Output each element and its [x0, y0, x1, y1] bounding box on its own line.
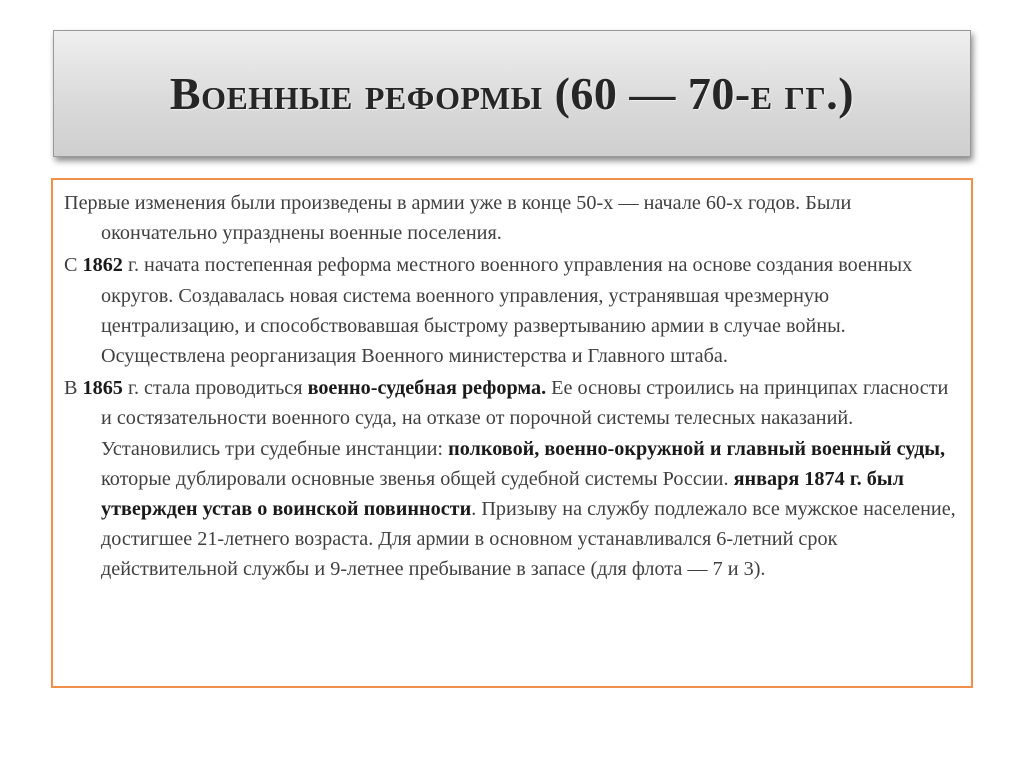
paragraph-3-prefix: В — [64, 377, 83, 400]
paragraph-3 — [64, 373, 963, 584]
year-1865: 1865 — [82, 377, 123, 400]
paragraph-3-text-b: Ее основы строились на принципах гласности и состязательности военного суда, на отказе от порочной системы телесных наказаний. Установились три судебные инстанции: — [101, 377, 949, 460]
content-box — [51, 178, 973, 688]
paragraph-2 — [64, 250, 963, 371]
paragraph-3-text-a: г. стала проводиться — [122, 377, 308, 400]
paragraph-3-text-d: . Призыву на службу подлежало все мужское население, достигшее 21-летнего возраста. Для армии в основном устанавливался 6-летний срок действительной службы и 9-летнее пребывание в запасе (для флота — 7 и 3). — [101, 498, 956, 581]
paragraph-3-text-c: которые дублировали основные звенья общей судебной системы России. — [101, 467, 734, 490]
year-1862: 1862 — [82, 254, 123, 277]
paragraph-2-text: г. начата постепенная реформа местного военного управления на основе создания военных округов. Создавалась новая система военного управления, устранявшая чрезмерную централизацию, и способствовавшая быстрому развертыванию армии в случае войны. Осуществлена реорганизация Военного министерства и Главного штаба. — [101, 254, 913, 368]
reform-name: военно-судебная реформа. — [307, 377, 547, 400]
paragraph-1-text: Первые изменения были произведены в армии уже в конце 50-х — начале 60-х годов. Были окончательно упразднены военные поселения. — [64, 192, 852, 245]
title-banner — [53, 30, 971, 157]
paragraph-2-prefix: С — [64, 254, 83, 277]
paragraph-1 — [64, 188, 963, 248]
statute-1874: января 1874 г. был утвержден устав о воинской повинности — [101, 467, 904, 521]
slide-title: Военные реформы (60 — 70-е гг.) — [169, 68, 855, 119]
court-instances: полковой, военно-окружной и главный военный суды, — [448, 437, 946, 460]
